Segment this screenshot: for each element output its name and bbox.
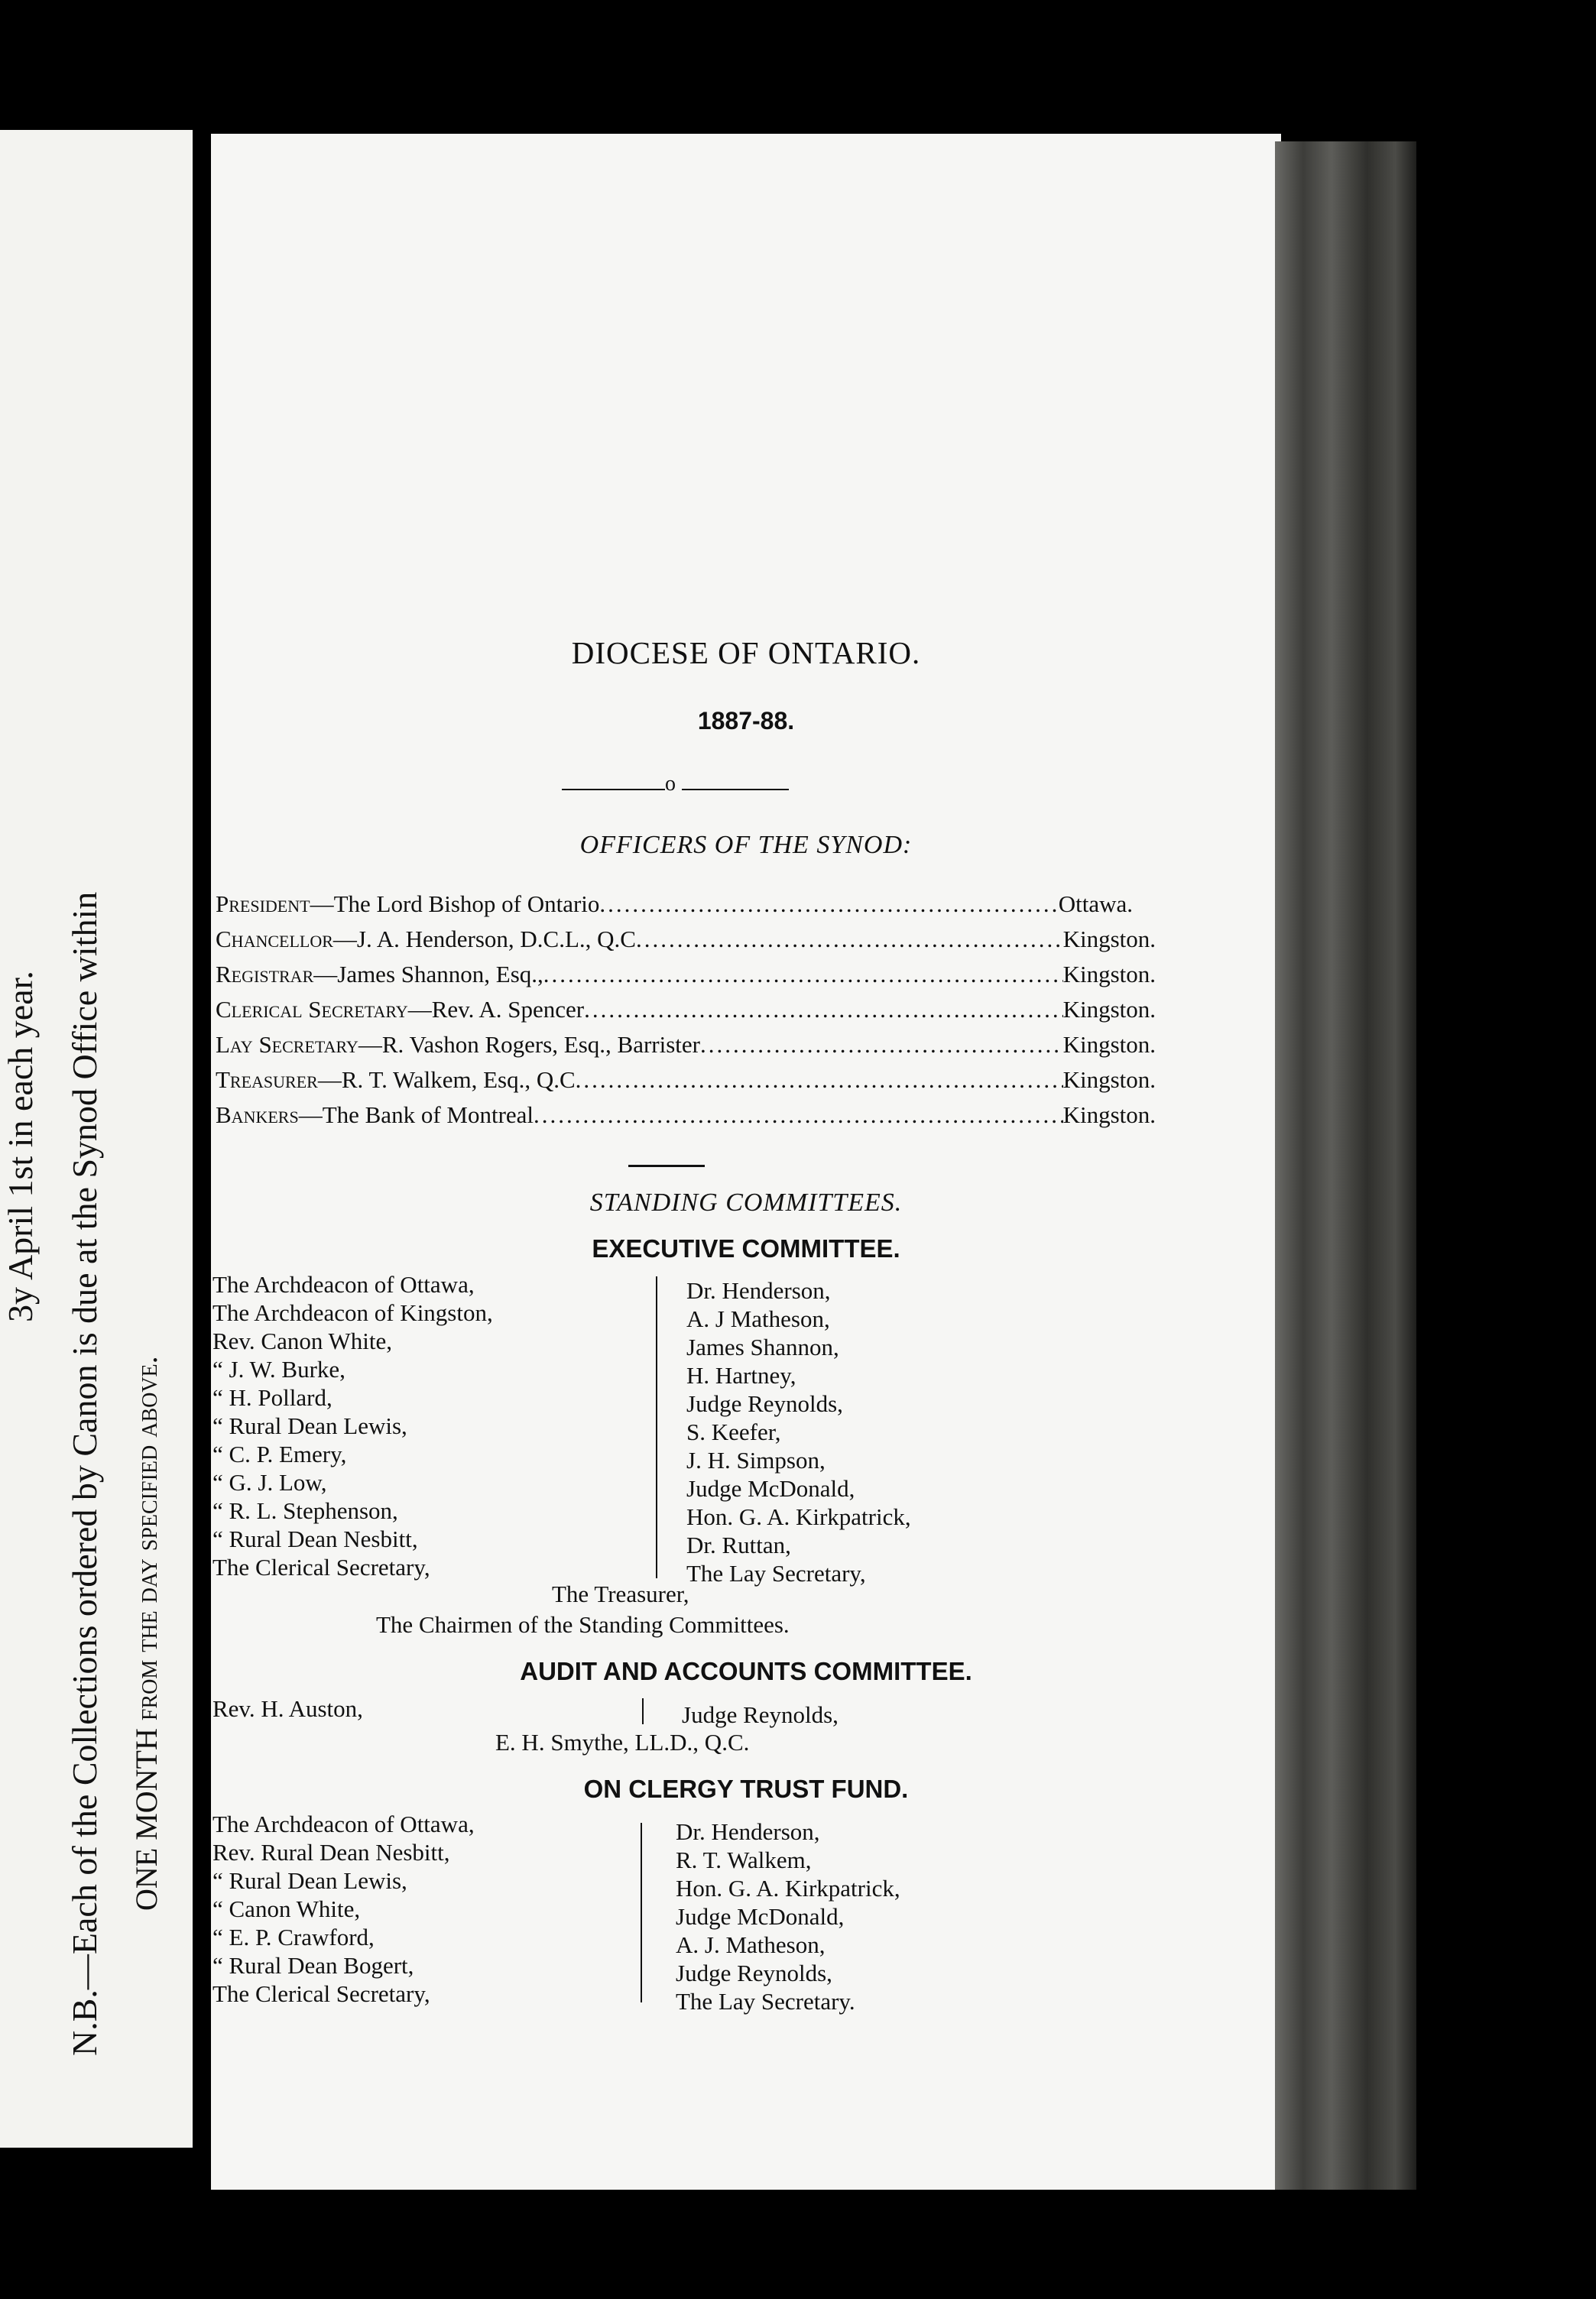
list-item: Dr. Henderson,	[676, 1818, 820, 1845]
officer-row	[216, 1031, 1156, 1059]
officer-name: —R. Vashon Rogers, Esq., Barrister	[358, 1031, 700, 1058]
officers-heading: OFFICERS OF THE SYNOD:	[579, 831, 913, 859]
officer-place: Kingston.	[1062, 961, 1156, 987]
officer-row	[216, 1101, 1156, 1129]
column-divider	[656, 1276, 657, 1578]
officer-name: —R. T. Walkem, Esq., Q.C	[317, 1066, 576, 1093]
officer-place: Ottawa.	[1058, 890, 1133, 917]
list-item: The Archdeacon of Ottawa,	[212, 1271, 475, 1298]
audit-committee-heading: AUDIT AND ACCOUNTS COMMITTEE.	[520, 1657, 972, 1685]
list-item: James Shannon,	[686, 1334, 839, 1360]
officer-place: Kingston.	[1062, 996, 1156, 1023]
section-rule	[628, 1165, 705, 1167]
executive-footer-treasurer: The Treasurer,	[552, 1581, 689, 1607]
list-item: The Clerical Secretary,	[212, 1980, 430, 2007]
list-item: “ E. P. Crawford,	[212, 1924, 375, 1950]
year-label: 1887-88.	[697, 707, 795, 734]
list-item: Hon. G. A. Kirkpatrick,	[686, 1503, 911, 1530]
clergy-right-column	[676, 1817, 900, 2015]
officer-name: —J. A. Henderson, D.C.L., Q.C	[332, 926, 636, 952]
left-page-note-line1: N.B.—Each of the Collections ordered by Canon is due at the Synod Office within	[65, 891, 104, 2056]
left-facing-page	[0, 130, 193, 2148]
list-item: Rev. Rural Dean Nesbitt,	[212, 1839, 450, 1866]
list-item: Judge Reynolds,	[686, 1390, 843, 1417]
column-divider	[641, 1823, 642, 2002]
page-title: DIOCESE OF ONTARIO.	[571, 635, 921, 670]
clergy-left-column	[212, 1810, 475, 2008]
officer-role: Registrar	[216, 961, 314, 987]
officer-place: Kingston.	[1062, 1031, 1156, 1058]
divider-mark: o	[665, 772, 676, 796]
officer-row	[216, 996, 1156, 1023]
list-item: S. Keefer,	[686, 1419, 781, 1445]
divider-left	[562, 789, 665, 790]
list-item: “ G. J. Low,	[212, 1469, 327, 1496]
list-item: “ Rural Dean Lewis,	[212, 1867, 407, 1894]
audit-right-item: Judge Reynolds,	[682, 1701, 839, 1728]
officer-name: —Rev. A. Spencer	[407, 996, 585, 1023]
officer-role: Bankers	[216, 1101, 299, 1128]
list-item: “ R. L. Stephenson,	[212, 1497, 398, 1524]
officer-place: Kingston.	[1062, 926, 1156, 952]
executive-right-column	[686, 1276, 911, 1587]
list-item: “ Rural Dean Lewis,	[212, 1412, 407, 1439]
executive-left-column	[212, 1270, 493, 1581]
list-item: Dr. Ruttan,	[686, 1532, 791, 1558]
clergy-trust-heading: ON CLERGY TRUST FUND.	[583, 1775, 909, 1803]
list-item: “ Canon White,	[212, 1895, 361, 1922]
left-page-note-fragment: 3y April 1st in each year.	[1, 971, 40, 1322]
list-item: Judge Reynolds,	[676, 1960, 832, 1986]
officer-place: Kingston.	[1062, 1101, 1156, 1128]
book-page-edge	[1275, 141, 1416, 2190]
officer-role: President	[216, 890, 310, 917]
list-item: The Lay Secretary,	[686, 1560, 866, 1587]
list-item: The Archdeacon of Kingston,	[212, 1299, 493, 1326]
list-item: “ J. W. Burke,	[212, 1356, 345, 1383]
list-item: Dr. Henderson,	[686, 1277, 831, 1304]
book-gutter	[193, 122, 211, 2186]
officer-row	[216, 1066, 1156, 1094]
list-item: R. T. Walkem,	[676, 1847, 812, 1873]
audit-footer: E. H. Smythe, LL.D., Q.C.	[495, 1729, 750, 1756]
officer-row	[216, 961, 1156, 988]
list-item: H. Hartney,	[686, 1362, 796, 1389]
list-item: The Clerical Secretary,	[212, 1554, 430, 1581]
list-item: Rev. Canon White,	[212, 1328, 393, 1354]
audit-left-item: Rev. H. Auston,	[212, 1695, 363, 1722]
officer-role: Treasurer	[216, 1066, 318, 1093]
officer-row	[216, 890, 1133, 918]
column-divider	[642, 1698, 644, 1724]
list-item: Judge McDonald,	[686, 1475, 855, 1502]
officer-name: —The Lord Bishop of Ontario	[310, 890, 600, 917]
list-item: “ Rural Dean Bogert,	[212, 1952, 414, 1979]
officer-role: Lay Secretary	[216, 1031, 358, 1058]
list-item: A. J. Matheson,	[676, 1931, 826, 1958]
standing-committees-heading: STANDING COMMITTEES.	[589, 1188, 903, 1217]
list-item: “ C. P. Emery,	[212, 1441, 347, 1467]
left-page-note-line2: ONE MONTH from the day specified above.	[129, 1356, 164, 1911]
officer-role: Chancellor	[216, 926, 333, 952]
list-item: Hon. G. A. Kirkpatrick,	[676, 1875, 900, 1902]
list-item: The Lay Secretary.	[676, 1988, 855, 2015]
list-item: A. J Matheson,	[686, 1305, 830, 1332]
officer-place: Kingston.	[1062, 1066, 1156, 1093]
officer-row	[216, 926, 1156, 953]
list-item: “ Rural Dean Nesbitt,	[212, 1526, 418, 1552]
list-item: J. H. Simpson,	[686, 1447, 826, 1474]
officer-name: —James Shannon, Esq.,	[313, 961, 543, 987]
executive-committee-heading: EXECUTIVE COMMITTEE.	[592, 1234, 900, 1263]
list-item: The Archdeacon of Ottawa,	[212, 1811, 475, 1837]
list-item: Judge McDonald,	[676, 1903, 845, 1930]
officer-role: Clerical Secretary	[216, 996, 408, 1023]
divider-right	[682, 789, 789, 790]
executive-footer-chairmen: The Chairmen of the Standing Committees.	[376, 1611, 790, 1638]
officer-name: —The Bank of Montreal	[298, 1101, 534, 1128]
list-item: “ H. Pollard,	[212, 1384, 332, 1411]
